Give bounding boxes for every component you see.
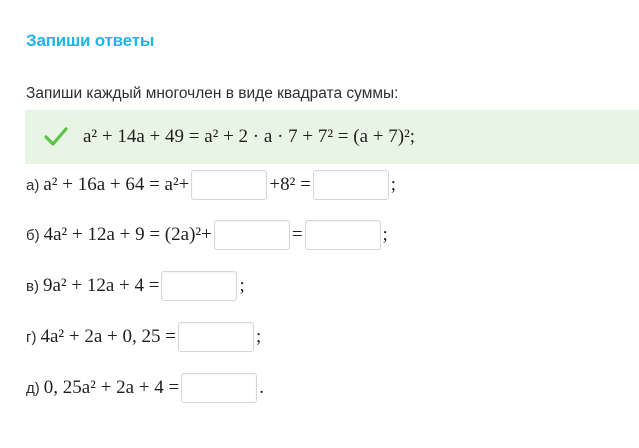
task-label: д): [26, 379, 40, 397]
task-expression: a² + 16a + 64 = a²+: [43, 174, 190, 195]
task-expression: +8² =: [269, 174, 311, 195]
task-label: г): [26, 328, 37, 346]
task-row-e: [26, 373, 264, 403]
answer-input[interactable]: [214, 220, 290, 250]
task-label: б): [26, 226, 40, 244]
task-punctuation: ;: [239, 275, 245, 296]
task-expression: =: [291, 224, 303, 245]
task-punctuation: ;: [255, 326, 262, 347]
task-punctuation: ;: [382, 224, 388, 245]
answer-input[interactable]: [161, 271, 237, 301]
instruction-text: Запиши каждый многочлен в виде квадрата суммы:: [26, 85, 399, 102]
task-row-c: [26, 271, 245, 301]
page-title: Запиши ответы: [26, 31, 155, 50]
task-row-b: [26, 220, 388, 250]
example-formula: a² + 14a + 49 = a² + 2 · a · 7 + 7² = (a + 7)²;: [83, 126, 416, 147]
answer-input[interactable]: [191, 170, 267, 200]
answer-input[interactable]: [181, 373, 257, 403]
task-punctuation: ;: [390, 174, 397, 195]
example-panel: [25, 110, 639, 164]
task-expression: 9a² + 12a + 4 =: [42, 275, 160, 296]
answer-input[interactable]: [313, 170, 389, 200]
task-label: а): [26, 176, 40, 194]
task-punctuation: .: [259, 377, 264, 398]
task-expression: 0, 25a² + 2a + 4 =: [43, 377, 180, 398]
task-expression: 4a² + 12a + 9 = (2a)²+: [43, 224, 212, 245]
task-row-d: [26, 322, 261, 352]
answer-input[interactable]: [178, 322, 254, 352]
check-icon: [43, 124, 69, 150]
answer-input[interactable]: [305, 220, 381, 250]
task-row-a: [26, 170, 396, 200]
task-label: в): [26, 277, 39, 295]
task-expression: 4a² + 2a + 0, 25 =: [40, 326, 176, 347]
